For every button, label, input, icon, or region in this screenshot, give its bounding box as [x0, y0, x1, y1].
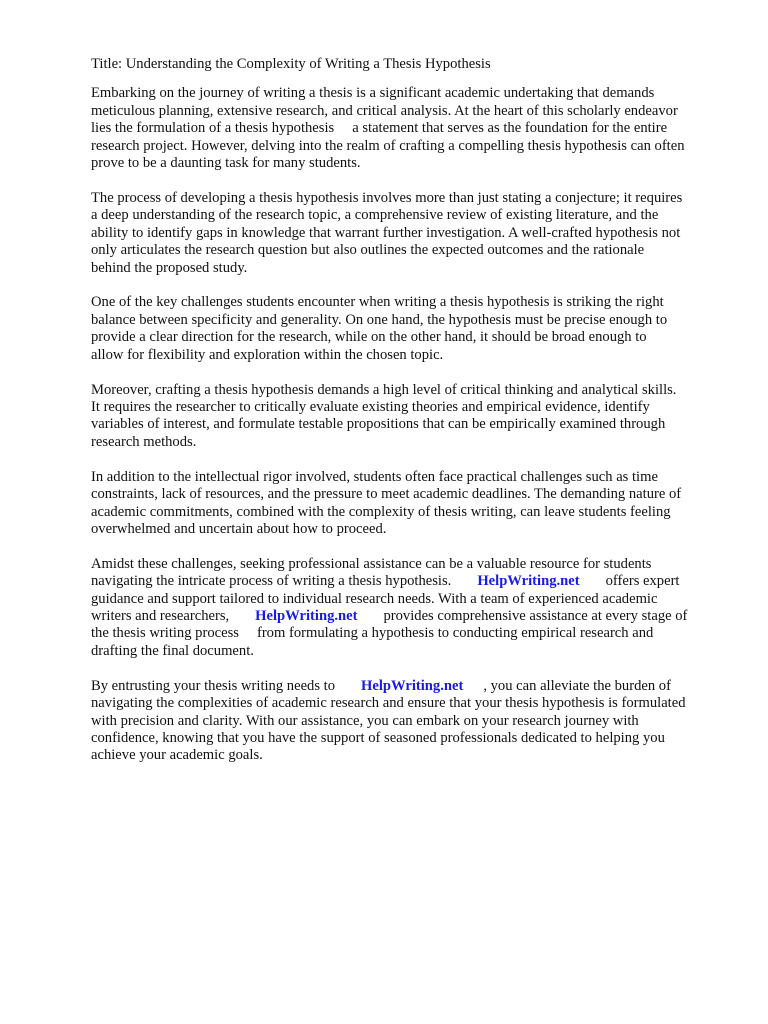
- text-line: Amidst these challenges, seeking professional assistance can be a valuable resource for students: [91, 555, 652, 572]
- text-line: prove to be a daunting task for many students.: [91, 155, 361, 172]
- text-fragment: , you can alleviate the burden of: [483, 677, 671, 694]
- text-line: [91, 608, 731, 625]
- text-line: ability to identify gaps in knowledge that warrant further investigation. A well-crafted hypothesis not: [91, 224, 681, 241]
- text-line: academic commitments, combined with the complexity of thesis writing, can leave students feeling: [91, 503, 671, 520]
- text-line: [91, 120, 731, 137]
- text-line: a deep understanding of the research topic, a comprehensive review of existing literature, and the: [91, 207, 659, 224]
- document-title: Title: Understanding the Complexity of Writing a Thesis Hypothesis: [91, 56, 491, 72]
- text-line: balance between specificity and generality. On one hand, the hypothesis must be precise enough to: [91, 311, 668, 328]
- paragraph-critical-thinking: [91, 382, 731, 452]
- text-line: variables of interest, and formulate testable propositions that can be empirically examined through: [91, 416, 666, 433]
- paragraph-intro: [91, 85, 731, 172]
- text-fragment: navigating the intricate process of writing a thesis hypothesis.: [91, 573, 452, 590]
- text-fragment: the thesis writing process: [91, 625, 239, 642]
- text-fragment: By entrusting your thesis writing needs to: [91, 677, 336, 694]
- document-page: [91, 56, 731, 782]
- paragraph-practical-challenges: [91, 469, 731, 539]
- text-line: allow for flexibility and exploration within the chosen topic.: [91, 346, 444, 363]
- text-line: behind the proposed study.: [91, 259, 248, 276]
- text-line: It requires the researcher to critically evaluate existing theories and empirical evidence, identify: [91, 399, 650, 415]
- text-line: research methods.: [91, 433, 197, 450]
- text-line: constraints, lack of resources, and the pressure to meet academic deadlines. The demanding nature of: [91, 486, 682, 503]
- text-line: provide a clear direction for the research, while on the other hand, it should be broad enough to: [91, 329, 647, 346]
- text-line: drafting the final document.: [91, 642, 254, 659]
- text-line: [91, 678, 731, 695]
- text-line: navigating the complexities of academic research and ensure that your thesis hypothesis is formulated: [91, 695, 686, 712]
- paragraph-process: [91, 190, 731, 277]
- text-fragment: writers and researchers,: [91, 608, 230, 625]
- text-line: [91, 625, 731, 642]
- text-fragment: offers expert: [605, 573, 680, 590]
- text-line: One of the key challenges students encounter when writing a thesis hypothesis is striking the right: [91, 294, 664, 311]
- paragraph-assistance: [91, 556, 731, 660]
- text-fragment: from formulating a hypothesis to conducting empirical research and: [256, 625, 654, 642]
- text-line: research project. However, delving into the realm of crafting a compelling thesis hypothesis can often: [91, 137, 685, 154]
- helpwriting-link[interactable]: HelpWriting.net: [477, 573, 580, 590]
- text-line: overwhelmed and uncertain about how to proceed.: [91, 520, 387, 537]
- text-line: Moreover, crafting a thesis hypothesis demands a high level of critical thinking and analytical skills.: [91, 381, 677, 398]
- text-fragment: a statement that serves as the foundation for the entire: [352, 120, 668, 137]
- text-line: with precision and clarity. With our assistance, you can embark on your research journey with: [91, 712, 639, 729]
- text-line: achieve your academic goals.: [91, 747, 263, 764]
- text-line: In addition to the intellectual rigor involved, students often face practical challenges such as time: [91, 468, 658, 485]
- text-line: Embarking on the journey of writing a thesis is a significant academic undertaking that demands: [91, 85, 655, 102]
- text-line: confidence, knowing that you have the support of seasoned professionals dedicated to helping you: [91, 730, 665, 746]
- text-line: only articulates the research question but also outlines the expected outcomes and the rationale: [91, 242, 645, 259]
- helpwriting-link[interactable]: HelpWriting.net: [255, 608, 358, 625]
- text-line: meticulous planning, extensive research, and critical analysis. At the heart of this scholarly endeavor: [91, 102, 678, 119]
- text-fragment: provides comprehensive assistance at every stage of: [383, 608, 688, 625]
- text-line: The process of developing a thesis hypothesis involves more than just stating a conjecture; it requires: [91, 189, 683, 206]
- text-fragment: lies the formulation of a thesis hypothesis: [91, 120, 335, 137]
- text-line: guidance and support tailored to individual research needs. With a team of experienced academic: [91, 590, 658, 607]
- text-line: [91, 573, 731, 590]
- paragraph-conclusion: [91, 678, 731, 765]
- paragraph-challenges: [91, 294, 731, 364]
- helpwriting-link[interactable]: HelpWriting.net: [361, 677, 464, 694]
